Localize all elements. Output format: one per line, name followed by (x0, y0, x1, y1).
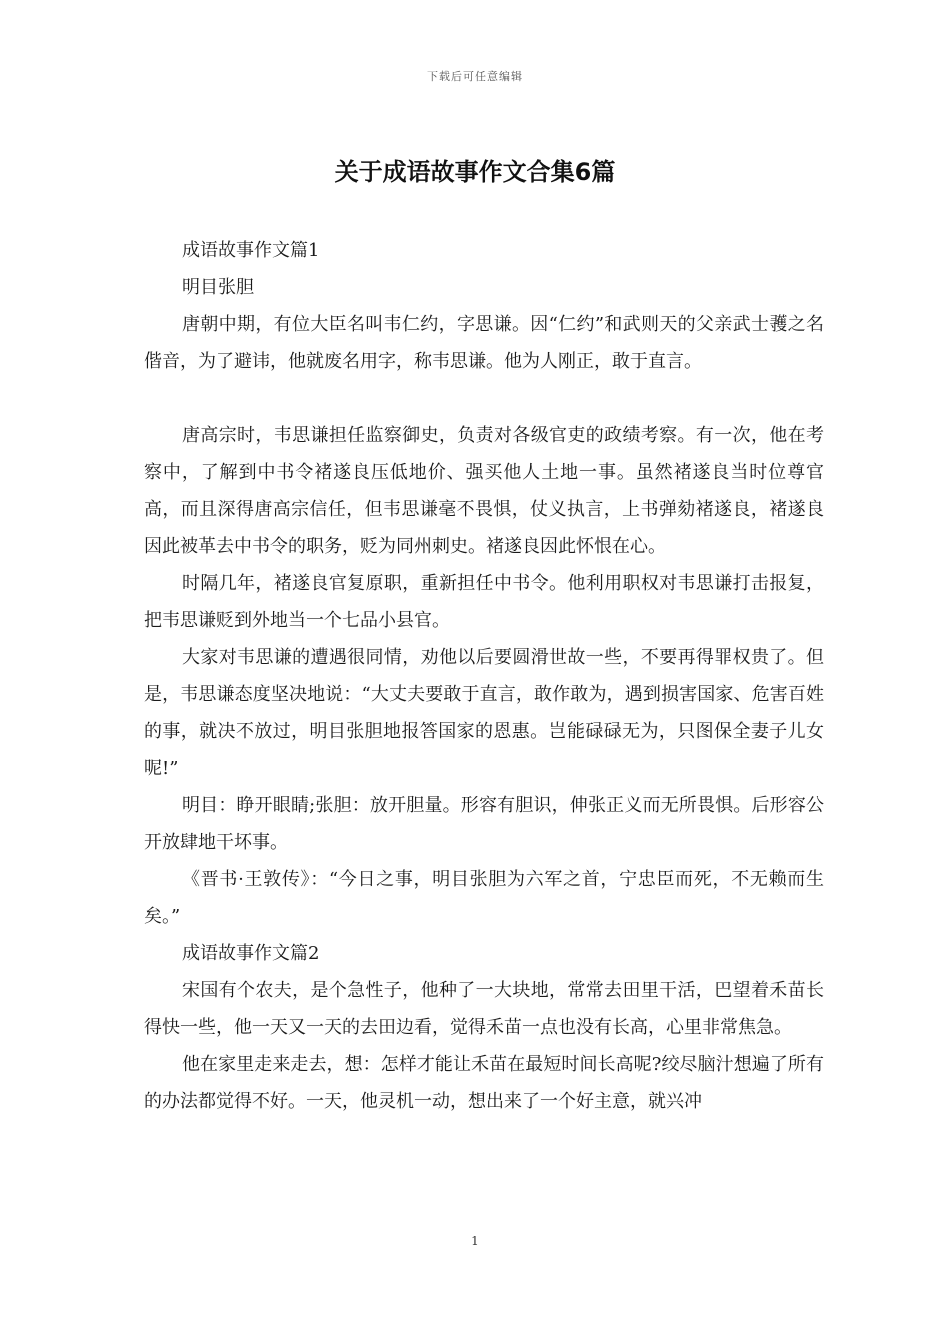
body-paragraph: 大家对韦思谦的遭遇很同情，劝他以后要圆滑世故一些，不要再得罪权贵了。但是，韦思谦态度坚决地说：“大丈夫要敢于直言，敢作敢为，遇到损害国家、危害百姓的事，就决不放过，明目张胆地报答国家的恩惠。岂能碌碌无为，只图保全妻子儿女呢!” (144, 647, 824, 779)
page-number: 1 (471, 1234, 479, 1248)
idiom-title: 明目张胆 (182, 277, 254, 298)
body-paragraph: 宋国有个农夫，是个急性子，他种了一大块地，常常去田里干活，巴望着禾苗长得快一些，他一天又一天的去田边看，觉得禾苗一点也没有长高，心里非常焦急。 (144, 980, 824, 1038)
body-paragraph: 唐高宗时，韦思谦担任监察御史，负责对各级官吏的政绩考察。有一次，他在考察中，了解到中书令褚遂良压低地价、强买他人土地一事。虽然褚遂良当时位尊官高，而且深得唐高宗信任，但韦思谦毫不畏惧，仗义执言，上书弹劾褚遂良，褚遂良因此被革去中书令的职务，贬为同州刺史。褚遂良因此怀恨在心。 (144, 425, 824, 557)
essay-heading-1: 成语故事作文篇1 (182, 240, 320, 261)
blank-line (144, 380, 824, 417)
document-body (144, 232, 824, 1120)
body-paragraph: 时隔几年，褚遂良官复原职，重新担任中书令。他利用职权对韦思谦打击报复，把韦思谦贬到外地当一个七品小县官。 (144, 573, 824, 631)
definition-paragraph: 明目：睁开眼睛;张胆：放开胆量。形容有胆识，伸张正义而无所畏惧。后形容公开放肆地干坏事。 (144, 795, 824, 853)
essay-heading-2: 成语故事作文篇2 (182, 943, 320, 964)
document-title: 关于成语故事作文合集6篇 (334, 158, 616, 186)
body-paragraph: 唐朝中期，有位大臣名叫韦仁约，字思谦。因“仁约”和武则天的父亲武士彟之名偕音，为了避讳，他就废名用字，称韦思谦。他为人刚正，敢于直言。 (144, 314, 824, 372)
page-header: 下载后可任意编辑 (427, 70, 523, 83)
source-quote-paragraph: 《晋书·王敦传》：“今日之事，明目张胆为六军之首，宁忠臣而死，不无赖而生矣。” (144, 869, 824, 927)
body-paragraph: 他在家里走来走去，想：怎样才能让禾苗在最短时间长高呢?绞尽脑汁想遍了所有的办法都觉得不好。一天，他灵机一动，想出来了一个好主意，就兴冲 (144, 1054, 824, 1112)
